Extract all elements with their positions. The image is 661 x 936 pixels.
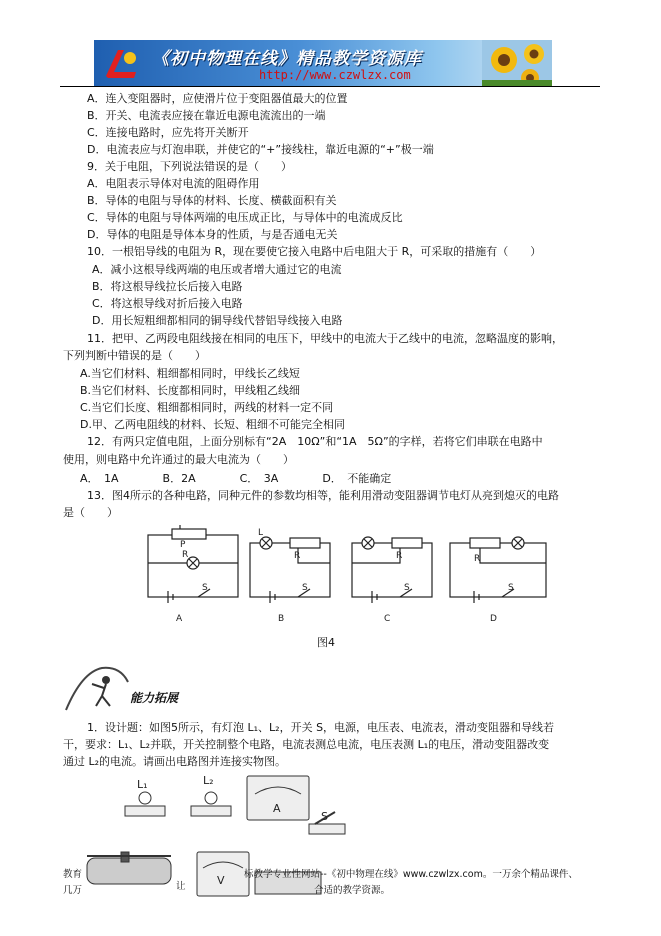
site-logo-icon (102, 46, 142, 82)
label-ammeter: A (273, 802, 281, 815)
label-l2: L₂ (203, 774, 214, 787)
option-line: B.当它们材料、长度都相同时，甲线粗乙线细 (80, 384, 301, 397)
circuit-label-d: D (490, 614, 497, 624)
banner-url[interactable]: http://www.czwlzx.com (259, 68, 411, 82)
label-slider: P (180, 540, 186, 550)
footer-left-2: 几万 (63, 885, 83, 896)
circuit-c (352, 537, 432, 603)
label-resistor: R (396, 551, 403, 561)
circuit-label-c: C (384, 614, 391, 624)
option-line: A.当它们材料、粗细都相同时，甲线长乙线短 (80, 367, 300, 380)
label-voltmeter: V (217, 874, 225, 887)
circuit-a (148, 525, 238, 603)
label-switch: S (508, 583, 514, 593)
sunflower-image-icon (482, 40, 552, 86)
option-line: B．导体的电阻与导体的材料、长度、横截面积有关 (87, 194, 337, 207)
option-line: C．导体的电阻与导体两端的电压成正比，与导体中的电流成反比 (87, 211, 403, 224)
label-resistor: R (182, 550, 189, 560)
question-13-cont: 是（ ） (63, 506, 118, 519)
circuit-b (250, 537, 330, 603)
question-12-cont: 使用，则电路中允许通过的最大电流为（ ） (63, 453, 294, 466)
option-line: A． 1A B．2A C． 3A D． 不能确定 (80, 472, 392, 485)
option-line: B．开关、电流表应接在靠近电源电流流出的一端 (87, 109, 326, 122)
label-lamp: L (258, 528, 264, 538)
label-l1: L₁ (137, 778, 148, 791)
header-rule (60, 86, 600, 87)
bulb-l1-icon (125, 792, 165, 816)
label-switch: S (202, 583, 208, 593)
option-line: B．将这根导线拉长后接入电路 (92, 280, 243, 293)
option-line: D．用长短粗细都相同的铜导线代替铝导线接入电路 (92, 314, 343, 327)
label-resistor: R (474, 554, 481, 564)
task-line: 1．设计题：如图5所示，有灯泡 L₁、L₂，开关 S，电源，电压表、电流表，滑动变阻器和导线若 (87, 721, 555, 734)
option-line: C.当它们长度、粗细都相同时，两线的材料一定不同 (80, 401, 334, 414)
task-line: 干，要求：L₁、L₂并联，开关控制整个电路，电流表测总电流，电压表测 L₁的电压，滑动变阻器改变 (63, 738, 550, 751)
figure-4-circuits (140, 525, 550, 630)
figure-5-components (85, 772, 375, 922)
question-12: 12．有两只定值电阻，上面分别标有“2A 10Ω”和“1A 5Ω”的字样，若将它们串联在电路中 (87, 435, 543, 448)
label-switch-s: S (321, 810, 328, 823)
question-11-cont: 下列判断中错误的是（ ） (63, 349, 206, 362)
option-line: D．导体的电阻是导体本身的性质，与是否通电无关 (87, 228, 338, 241)
question-10: 10．一根铝导线的电阻为 R，现在要使它接入电路中后电阻大于 R，可采取的措施有（ ） (87, 245, 542, 258)
header-banner (94, 40, 552, 86)
label-switch: S (404, 583, 410, 593)
label-resistor: R (294, 551, 301, 561)
option-line: D．电流表应与灯泡串联，并使它的“+”接线柱，靠近电源的“+”极一端 (87, 143, 434, 156)
footer-right-2: 合适的教学资源。 (314, 885, 391, 896)
option-line: D.甲、乙两电阻线的材料、长短、粗细不可能完全相同 (80, 418, 345, 431)
option-line: A．电阻表示导体对电流的阻碍作用 (87, 177, 260, 190)
circuit-label-a: A (176, 614, 183, 624)
label-switch: S (302, 583, 308, 593)
figure-4-caption: 图4 (317, 636, 335, 649)
question-11: 11．把甲、乙两段电阻线接在相同的电压下，甲线中的电流大于乙线中的电流，忽略温度的影响， (87, 332, 563, 345)
circuit-label-b: B (278, 614, 285, 624)
option-line: A．连入变阻器时，应使滑片位于变阻器值最大的位置 (87, 92, 348, 105)
option-line: C．连接电路时，应先将开关断开 (87, 126, 249, 139)
rheostat-icon (87, 852, 171, 884)
climber-icon (62, 662, 134, 714)
footer-right-1: 标教学专业性网站--《初中物理在线》www.czwlzx.com。一万余个精品课件、 (244, 869, 578, 880)
option-line: A．减小这根导线两端的电压或者增大通过它的电流 (92, 263, 342, 276)
footer-mid: 让 (176, 881, 186, 892)
footer-left-1: 教育 (63, 869, 83, 880)
question-9: 9．关于电阻，下列说法错误的是（ ） (87, 160, 292, 173)
question-13: 13．图4所示的各种电路，同种元件的参数均相等，能利用滑动变阻器调节电灯从亮到熄灭的电路 (87, 489, 559, 502)
circuit-d (450, 537, 546, 603)
option-line: C．将这根导线对折后接入电路 (92, 297, 243, 310)
banner-title: 《初中物理在线》精品教学资源库 (152, 49, 422, 69)
bulb-l2-icon (191, 792, 231, 816)
section-title: 能力拓展 (130, 691, 179, 705)
task-line: 通过 L₂的电流。请画出电路图并连接实物图。 (63, 755, 287, 768)
